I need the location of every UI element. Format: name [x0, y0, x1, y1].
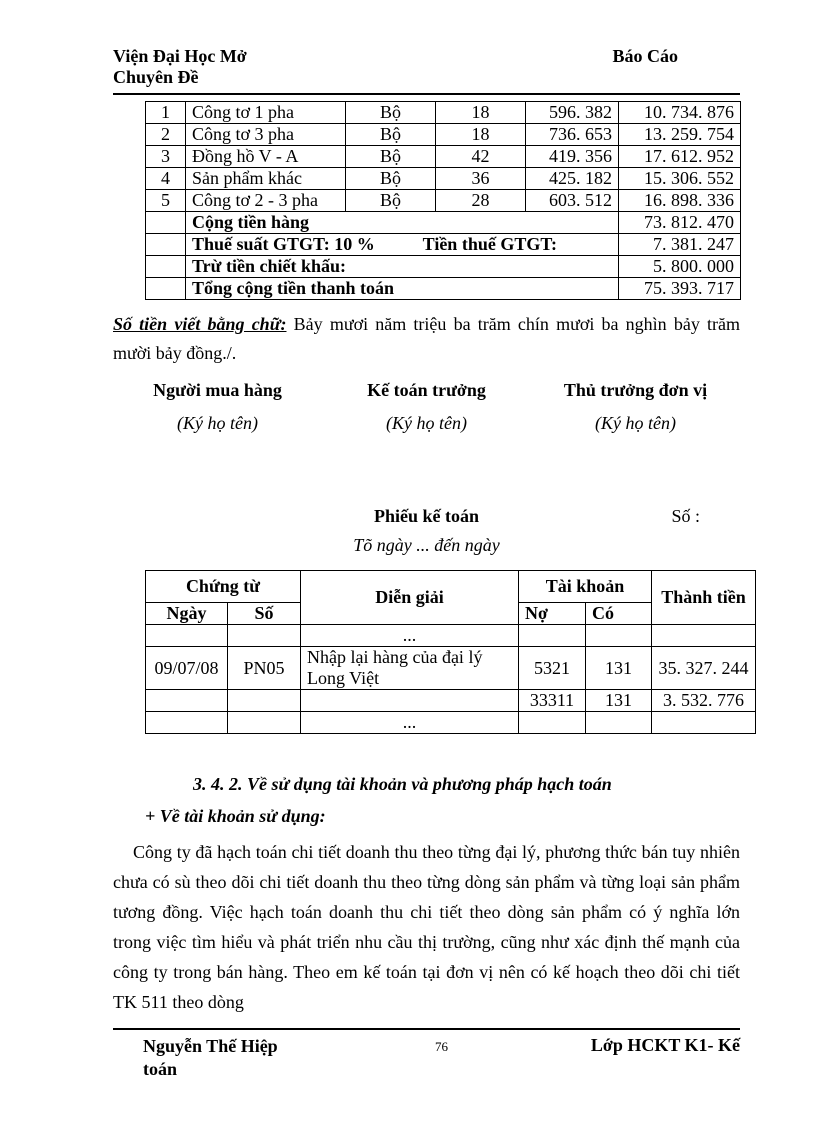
cell-unit: Bộ: [346, 168, 436, 190]
cell-unit: Bộ: [346, 190, 436, 212]
header-no: Nợ: [519, 603, 586, 625]
vat-value: 7. 381. 247: [619, 234, 741, 256]
document-header: [113, 46, 740, 95]
vat-labels: [192, 234, 612, 255]
cell-empty: [146, 256, 186, 278]
discount-label: Trừ tiền chiết khấu:: [186, 256, 619, 278]
cell-dien-giai: ...: [301, 625, 519, 647]
footer-author-line2: toán: [143, 1059, 178, 1079]
cell-price: 603. 512: [526, 190, 619, 212]
report-title: Báo Cáo: [612, 46, 678, 66]
invoice-summary-row: [146, 256, 741, 278]
cell-stt: 3: [146, 146, 186, 168]
signature-title: Thủ trưởng đơn vị: [563, 380, 708, 400]
org-name: Viện Đại Học Mở: [113, 46, 247, 66]
journal-row: [146, 625, 756, 647]
cell-total: 17. 612. 952: [619, 146, 741, 168]
header-chung-tu: Chứng từ: [146, 571, 301, 603]
cell-ngay: [146, 625, 228, 647]
cell-unit: Bộ: [346, 102, 436, 124]
signature-note: (Ký họ tên): [177, 413, 258, 433]
invoice-summary-row: [146, 234, 741, 256]
cell-stt: 4: [146, 168, 186, 190]
page-number: 76: [435, 1039, 448, 1054]
signature-note: (Ký họ tên): [595, 413, 676, 433]
voucher-title: Phiếu kế toán: [373, 506, 479, 526]
cell-total: 13. 259. 754: [619, 124, 741, 146]
cell-name: Công tơ 2 - 3 pha: [186, 190, 346, 212]
invoice-row: [146, 124, 741, 146]
vat-amount-label: Tiền thuế GTGT:: [422, 234, 557, 254]
cell-no: [519, 712, 586, 734]
footer-author: [143, 1035, 435, 1081]
cell-no: 5321: [519, 647, 586, 690]
header-dien-giai: Diễn giải: [301, 571, 519, 625]
cell-unit: Bộ: [346, 124, 436, 146]
journal-row: [146, 690, 756, 712]
cell-dien-giai: [301, 690, 519, 712]
cell-empty: [146, 212, 186, 234]
cell-co: 131: [586, 690, 652, 712]
cell-thanh-tien: [652, 712, 756, 734]
voucher-date-range: Tõ ngày ... đến ngày: [353, 535, 500, 555]
cell-thanh-tien: 3. 532. 776: [652, 690, 756, 712]
page-footer: [113, 1028, 740, 1081]
signature-title: Người mua hàng: [153, 380, 282, 400]
invoice-row: [146, 190, 741, 212]
vat-rate-label: Thuế suất GTGT: 10 %: [192, 234, 375, 254]
signature-title: Kế toán trưởng: [367, 380, 486, 400]
cell-name: Sản phẩm khác: [186, 168, 346, 190]
amount-in-words-label: Số tiền viết bằng chữ:: [113, 314, 287, 334]
invoice-row: [146, 102, 741, 124]
cell-ngay: [146, 690, 228, 712]
cell-unit: Bộ: [346, 146, 436, 168]
header-so: Số: [228, 603, 301, 625]
cell-so: [228, 625, 301, 647]
cell-ngay: 09/07/08: [146, 647, 228, 690]
cell-thanh-tien: 35. 327. 244: [652, 647, 756, 690]
cell-no: [519, 625, 586, 647]
cell-so: [228, 690, 301, 712]
header-thanh-tien: Thành tiền: [652, 571, 756, 625]
signature-section: [113, 380, 740, 434]
header-left: [113, 46, 247, 88]
cell-qty: 28: [436, 190, 526, 212]
footer-author-line1: Nguyễn Thế Hiệp: [143, 1036, 278, 1056]
grand-total-label: Tổng cộng tiền thanh toán: [186, 278, 619, 300]
cell-so: PN05: [228, 647, 301, 690]
cell-stt: 2: [146, 124, 186, 146]
cell-no: 33311: [519, 690, 586, 712]
cell-ngay: [146, 712, 228, 734]
signature-note: (Ký họ tên): [386, 413, 467, 433]
cell-price: 419. 356: [526, 146, 619, 168]
total-goods-label: Cộng tiền hàng: [186, 212, 619, 234]
invoice-row: [146, 168, 741, 190]
header-tai-khoan: Tài khoản: [519, 571, 652, 603]
footer-class: Lớp HCKT K1- Kế: [590, 1035, 740, 1055]
cell-empty: [146, 234, 186, 256]
cell-total: 10. 734. 876: [619, 102, 741, 124]
journal-header-row: [146, 571, 756, 603]
cell-qty: 42: [436, 146, 526, 168]
cell-empty: [146, 278, 186, 300]
journal-row: [146, 647, 756, 690]
signature-block: [113, 380, 322, 434]
cell-so: [228, 712, 301, 734]
cell-price: 736. 653: [526, 124, 619, 146]
cell-co: [586, 712, 652, 734]
cell-dien-giai: ...: [301, 712, 519, 734]
signature-block: [531, 380, 740, 434]
invoice-summary-row: [146, 212, 741, 234]
section-heading: 3. 4. 2. Về sử dụng tài khoản và phương pháp hạch toán: [193, 774, 612, 794]
cell-price: 425. 182: [526, 168, 619, 190]
cell-dien-giai: Nhập lại hàng của đại lý Long Việt: [301, 647, 519, 690]
cell-qty: 18: [436, 124, 526, 146]
cell-co: 131: [586, 647, 652, 690]
cell-name: Đồng hồ V - A: [186, 146, 346, 168]
journal-table: [145, 570, 756, 734]
cell-price: 596. 382: [526, 102, 619, 124]
cell-qty: 18: [436, 102, 526, 124]
discount-value: 5. 800. 000: [619, 256, 741, 278]
amount-in-words: [113, 310, 740, 368]
header-ngay: Ngày: [146, 603, 228, 625]
cell-co: [586, 625, 652, 647]
header-co: Có: [586, 603, 652, 625]
signature-block: [322, 380, 531, 434]
journal-row: [146, 712, 756, 734]
section-subheading: + Về tài khoản sử dụng:: [145, 806, 326, 826]
vat-cell: [186, 234, 619, 256]
cell-name: Công tơ 1 pha: [186, 102, 346, 124]
cell-total: 15. 306. 552: [619, 168, 741, 190]
grand-total-value: 75. 393. 717: [619, 278, 741, 300]
cell-name: Công tơ 3 pha: [186, 124, 346, 146]
voucher-header: [113, 506, 740, 527]
cell-stt: 5: [146, 190, 186, 212]
cell-thanh-tien: [652, 625, 756, 647]
invoice-table: [145, 101, 741, 300]
total-goods-value: 73. 812. 470: [619, 212, 741, 234]
body-paragraph: Công ty đã hạch toán chi tiết doanh thu theo từng đại lý, phương thức bán tuy nhiên chưa có sù theo dõi chi tiết doanh thu theo từng dòng sản phẩm và từng loại sản phẩm tương đồng. Việc hạch toán doanh thu chi tiết theo dòng sản phẩm có ý nghĩa lớn trong việc tìm hiểu và phát triển nhu cầu thị trường, cũng như xác định thế mạnh của công ty trong bán hàng. Theo em kế toán tại đơn vị nên có kế hoạch theo dõi chi tiết TK 511 theo dòng: [113, 842, 740, 1012]
cell-total: 16. 898. 336: [619, 190, 741, 212]
cell-stt: 1: [146, 102, 186, 124]
cell-qty: 36: [436, 168, 526, 190]
amount-in-words-text: Bảy mươi năm triệu ba trăm chín mươi ba nghìn bảy trăm mười bảy đồng./.: [113, 314, 740, 363]
invoice-summary-row: [146, 278, 741, 300]
invoice-row: [146, 146, 741, 168]
doc-type: Chuyên Đề: [113, 67, 199, 87]
voucher-number-label: Số :: [671, 506, 700, 526]
